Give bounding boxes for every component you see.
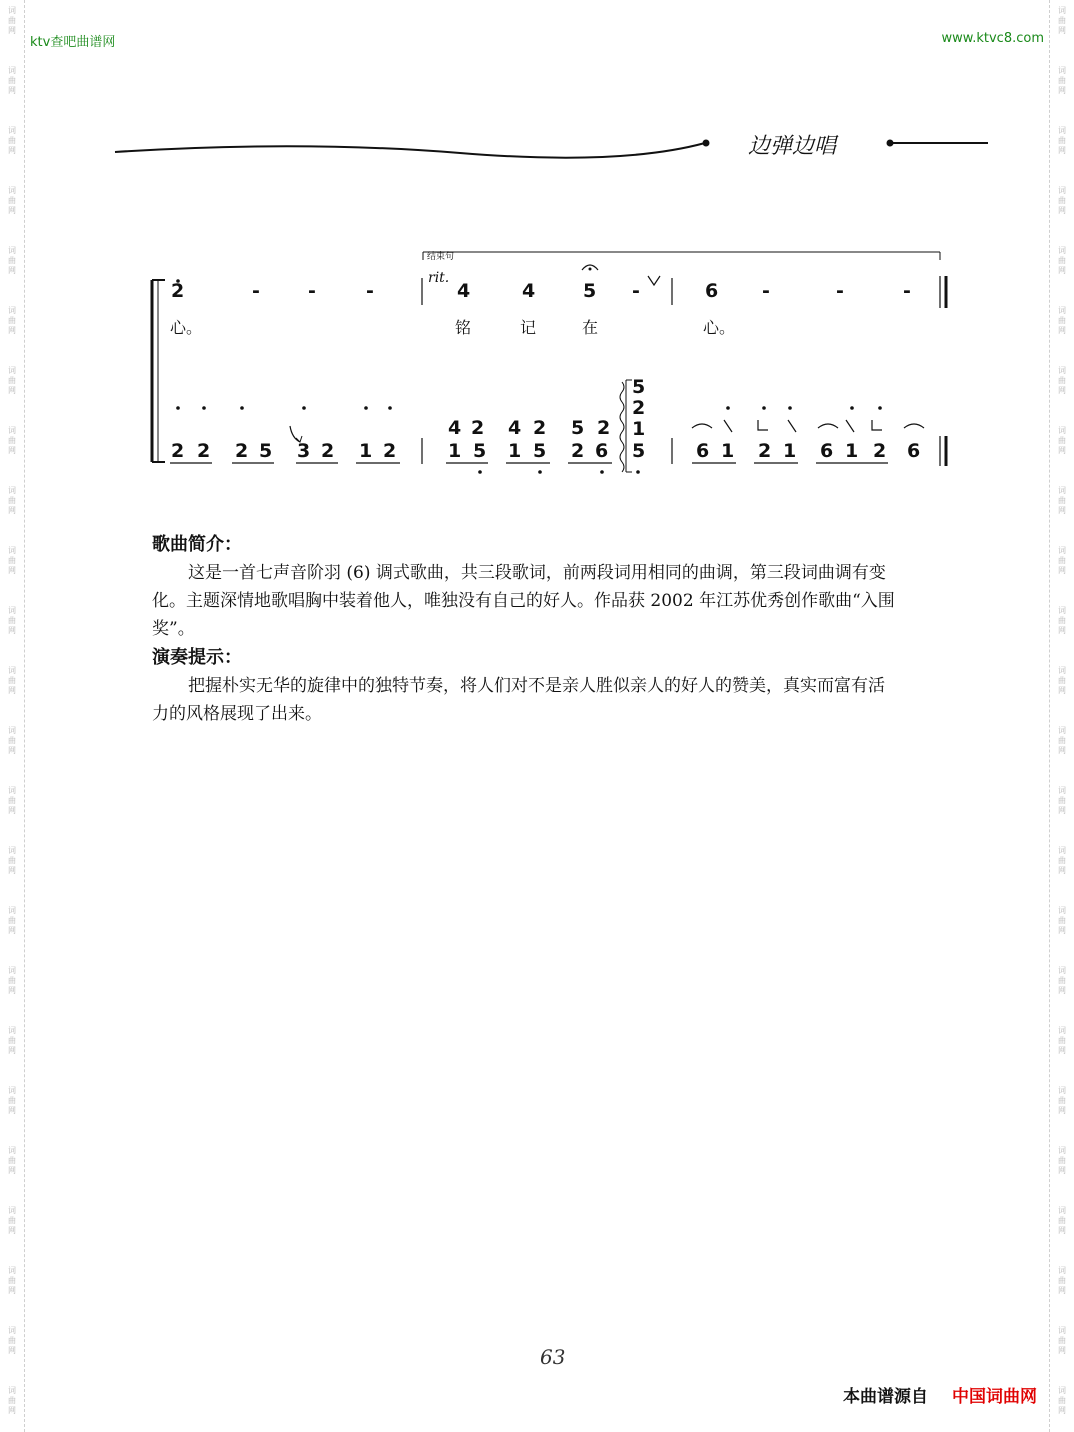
melody-note: 4 [522,280,536,302]
melody-note: 5 [583,280,597,302]
watermark-char: 词 [1058,186,1066,195]
watermark-group [0,486,24,516]
watermark-group [1050,1086,1074,1116]
watermark-char: 词 [8,366,16,375]
watermark-char: 网 [8,266,16,275]
watermark-char: 曲 [1058,196,1066,205]
watermark-char: 网 [1058,746,1066,755]
melody-dash: - [836,280,844,302]
watermark-char: 网 [8,986,16,995]
accomp-note: 2 [383,440,397,462]
watermark-char: 曲 [1058,1336,1066,1345]
right-watermark-strip [1049,0,1074,1432]
watermark-char: 词 [8,186,16,195]
watermark-group [1050,1326,1074,1356]
watermark-char: 词 [1058,366,1066,375]
watermark-char: 曲 [8,16,16,25]
watermark-char: 网 [8,506,16,515]
watermark-char: 网 [1058,806,1066,815]
watermark-char: 曲 [8,1276,16,1285]
accomp-note: 2 [235,440,249,462]
watermark-char: 词 [8,546,16,555]
watermark-char: 词 [8,1386,16,1395]
watermark-char: 网 [1058,566,1066,575]
watermark-group [1050,966,1074,996]
accomp-note: 4 [448,417,462,439]
melody-dash: - [308,280,316,302]
watermark-char: 曲 [1058,76,1066,85]
accomp-note: 6 [696,440,710,462]
watermark-char: 网 [8,1166,16,1175]
accomp-note: 5 [533,440,547,462]
watermark-char: 曲 [1058,376,1066,385]
watermark-char: 词 [1058,666,1066,675]
watermark-group [0,1146,24,1176]
chord-note: 2 [632,397,646,419]
watermark-char: 词 [8,6,16,15]
accomp-note: 1 [448,440,462,462]
watermark-group [1050,606,1074,636]
watermark-char: 曲 [1058,1276,1066,1285]
watermark-char: 词 [8,1026,16,1035]
watermark-char: 词 [1058,786,1066,795]
watermark-char: 词 [8,426,16,435]
watermark-group [0,1266,24,1296]
watermark-char: 网 [8,146,16,155]
watermark-char: 词 [8,726,16,735]
header-rule [0,0,1074,200]
page-number: 63 [540,1345,566,1369]
melody-dash: - [252,280,260,302]
watermark-char: 网 [1058,1286,1066,1295]
section-title: 边弹边唱 [748,134,837,159]
accomp-note: 2 [321,440,335,462]
watermark-char: 曲 [8,976,16,985]
source-label: 本曲谱源自 [843,1387,928,1407]
melody-dash: - [366,280,374,302]
watermark-char: 网 [1058,986,1066,995]
watermark-char: 词 [8,906,16,915]
watermark-group [0,1326,24,1356]
watermark-char: 曲 [8,136,16,145]
accomp-note: 2 [533,417,547,439]
watermark-char: 网 [8,86,16,95]
watermark-char: 词 [1058,606,1066,615]
watermark-char: 网 [1058,1406,1066,1415]
watermark-char: 曲 [8,436,16,445]
watermark-char: 网 [1058,1346,1066,1355]
watermark-group [1050,666,1074,696]
watermark-char: 词 [8,786,16,795]
watermark-group [0,606,24,636]
intro-line: 奖”。 [152,619,195,639]
watermark-char: 网 [1058,1046,1066,1055]
watermark-char: 曲 [8,76,16,85]
watermark-char: 网 [1058,446,1066,455]
accomp-note: 5 [473,440,487,462]
accomp-note: 3 [297,440,311,462]
watermark-char: 词 [8,246,16,255]
watermark-group [0,1026,24,1056]
watermark-group [1050,786,1074,816]
watermark-char: 网 [8,1226,16,1235]
watermark-char: 网 [8,1286,16,1295]
watermark-char: 曲 [1058,136,1066,145]
tips-line: 把握朴实无华的旋律中的独特节奏，将人们对不是亲人胜似亲人的好人的赞美，真实而富有活 [188,676,885,696]
accomp-note: 6 [820,440,834,462]
watermark-char: 曲 [8,1096,16,1105]
lyric: 记 [520,318,537,337]
watermark-char: 词 [8,846,16,855]
watermark-group [0,786,24,816]
watermark-char: 曲 [8,736,16,745]
intro-line: 化。主题深情地歌唱胸中装着他人，唯独没有自己的好人。作品获 2002 年江苏优秀创作歌曲“入围 [152,591,895,611]
watermark-char: 网 [1058,866,1066,875]
watermark-group [0,906,24,936]
chord-note: 5 [632,376,646,398]
melody-note: 6 [705,280,719,302]
watermark-char: 网 [1058,1106,1066,1115]
watermark-char: 网 [8,746,16,755]
rit-marking: rit. [428,270,450,286]
watermark-char: 网 [8,686,16,695]
watermark-char: 词 [1058,1086,1066,1095]
watermark-char: 网 [8,866,16,875]
watermark-char: 曲 [8,1216,16,1225]
watermark-char: 网 [8,1346,16,1355]
watermark-char: 词 [8,966,16,975]
watermark-char: 网 [1058,26,1066,35]
accomp-note: 2 [758,440,772,462]
watermark-group [0,546,24,576]
watermark-char: 词 [8,1146,16,1155]
watermark-group [1050,1146,1074,1176]
watermark-char: 网 [8,926,16,935]
melody-note: 2 [171,280,185,302]
melody-dash: - [632,280,640,302]
source-site-link[interactable]: 中国词曲网 [952,1387,1037,1407]
watermark-char: 曲 [8,376,16,385]
watermark-char: 词 [1058,1386,1066,1395]
accomp-note: 2 [197,440,211,462]
watermark-char: 曲 [8,496,16,505]
watermark-char: 曲 [8,1336,16,1345]
watermark-char: 词 [1058,846,1066,855]
watermark-char: 曲 [1058,16,1066,25]
watermark-char: 词 [8,1206,16,1215]
watermark-char: 网 [8,626,16,635]
lyric: 铭 [455,318,472,337]
watermark-char: 词 [1058,546,1066,555]
watermark-char: 词 [1058,426,1066,435]
watermark-char: 曲 [8,256,16,265]
watermark-group [1050,1266,1074,1296]
watermark-char: 词 [1058,1206,1066,1215]
watermark-char: 网 [8,386,16,395]
watermark-char: 曲 [1058,1096,1066,1105]
watermark-group [0,846,24,876]
watermark-group [1050,1386,1074,1416]
watermark-char: 网 [1058,506,1066,515]
watermark-char: 曲 [1058,1156,1066,1165]
watermark-char: 词 [1058,126,1066,135]
watermark-group [0,1386,24,1416]
watermark-char: 曲 [1058,556,1066,565]
site-link-ktv[interactable]: ktv查吧曲谱网 [30,35,116,50]
watermark-char: 网 [1058,1226,1066,1235]
watermark-char: 网 [8,326,16,335]
watermark-char: 曲 [1058,1036,1066,1045]
watermark-group [0,726,24,756]
watermark-char: 网 [8,1406,16,1415]
intro-line: 这是一首七声音阶羽 (6) 调式歌曲，共三段歌词，前两段词用相同的曲调，第三段词曲调有变 [188,563,886,583]
watermark-group [0,966,24,996]
chord-note: 5 [632,440,646,462]
accomp-note: 2 [571,440,585,462]
watermark-char: 词 [8,1266,16,1275]
watermark-char: 网 [8,446,16,455]
watermark-char: 曲 [8,1396,16,1405]
watermark-group [1050,1206,1074,1236]
watermark-group [1050,1026,1074,1056]
watermark-char: 曲 [8,616,16,625]
watermark-char: 词 [1058,1266,1066,1275]
melody-dash: - [762,280,770,302]
watermark-char: 词 [1058,726,1066,735]
watermark-char: 曲 [1058,1216,1066,1225]
accomp-note: 2 [171,440,185,462]
watermark-char: 网 [1058,926,1066,935]
watermark-char: 曲 [8,856,16,865]
accomp-note: 1 [359,440,373,462]
accomp-note: 1 [845,440,859,462]
watermark-char: 网 [1058,206,1066,215]
watermark-char: 曲 [8,1156,16,1165]
watermark-char: 曲 [8,916,16,925]
accomp-note: 2 [873,440,887,462]
watermark-char: 曲 [8,316,16,325]
watermark-char: 词 [8,666,16,675]
ending-label: 结束句 [427,252,455,262]
watermark-char: 曲 [1058,856,1066,865]
watermark-char: 词 [1058,906,1066,915]
watermark-char: 曲 [1058,616,1066,625]
accomp-note: 5 [259,440,273,462]
watermark-char: 网 [8,206,16,215]
lyric: 心。 [170,318,203,337]
watermark-char: 曲 [8,196,16,205]
watermark-char: 曲 [1058,976,1066,985]
watermark-char: 曲 [1058,496,1066,505]
watermark-group [1050,906,1074,936]
watermark-group [1050,726,1074,756]
watermark-char: 网 [1058,686,1066,695]
watermark-char: 网 [8,566,16,575]
watermark-char: 曲 [1058,1396,1066,1405]
watermark-char: 词 [1058,1326,1066,1335]
site-url-link[interactable]: www.ktvc8.com [941,31,1044,46]
chord-note: 1 [632,418,646,440]
watermark-char: 词 [8,486,16,495]
watermark-char: 网 [8,1106,16,1115]
watermark-char: 曲 [1058,316,1066,325]
accomp-note: 1 [508,440,522,462]
watermark-group [0,666,24,696]
watermark-char: 词 [8,306,16,315]
accomp-note: 6 [595,440,609,462]
watermark-group [1050,486,1074,516]
watermark-char: 曲 [1058,736,1066,745]
watermark-char: 曲 [1058,796,1066,805]
left-watermark-strip [0,0,25,1432]
watermark-char: 词 [1058,1146,1066,1155]
watermark-char: 曲 [1058,436,1066,445]
watermark-char: 曲 [8,796,16,805]
tips-line: 力的风格展现了出来。 [152,704,322,724]
watermark-char: 曲 [1058,256,1066,265]
watermark-char: 词 [8,606,16,615]
melody-note: 4 [457,280,471,302]
watermark-group [0,1206,24,1236]
watermark-char: 曲 [8,556,16,565]
accomp-note: 4 [508,417,522,439]
watermark-char: 网 [8,1046,16,1055]
watermark-char: 网 [1058,326,1066,335]
watermark-char: 曲 [1058,916,1066,925]
watermark-group [1050,846,1074,876]
tips-heading: 演奏提示： [152,647,242,668]
accomp-note: 2 [471,417,485,439]
watermark-group [1050,546,1074,576]
lyric: 心。 [703,318,736,337]
watermark-char: 词 [1058,66,1066,75]
watermark-char: 词 [1058,306,1066,315]
watermark-char: 网 [1058,386,1066,395]
watermark-char: 词 [1058,6,1066,15]
watermark-char: 网 [1058,86,1066,95]
watermark-char: 词 [8,66,16,75]
watermark-char: 曲 [8,676,16,685]
watermark-char: 词 [1058,966,1066,975]
watermark-char: 词 [1058,246,1066,255]
watermark-char: 网 [1058,1166,1066,1175]
accomp-note: 1 [783,440,797,462]
accomp-note: 1 [721,440,735,462]
watermark-char: 网 [8,26,16,35]
watermark-char: 词 [8,1326,16,1335]
watermark-char: 词 [8,126,16,135]
accomp-note: 5 [571,417,585,439]
watermark-char: 曲 [8,1036,16,1045]
watermark-char: 网 [1058,626,1066,635]
intro-heading: 歌曲简介： [152,534,242,555]
watermark-char: 网 [8,806,16,815]
watermark-char: 曲 [1058,676,1066,685]
watermark-group [0,1086,24,1116]
watermark-char: 词 [8,1086,16,1095]
watermark-char: 词 [1058,486,1066,495]
watermark-char: 词 [1058,1026,1066,1035]
lyric: 在 [582,318,599,337]
watermark-char: 网 [1058,146,1066,155]
accomp-note: 2 [597,417,611,439]
melody-dash: - [903,280,911,302]
watermark-char: 网 [1058,266,1066,275]
accomp-note: 6 [907,440,921,462]
